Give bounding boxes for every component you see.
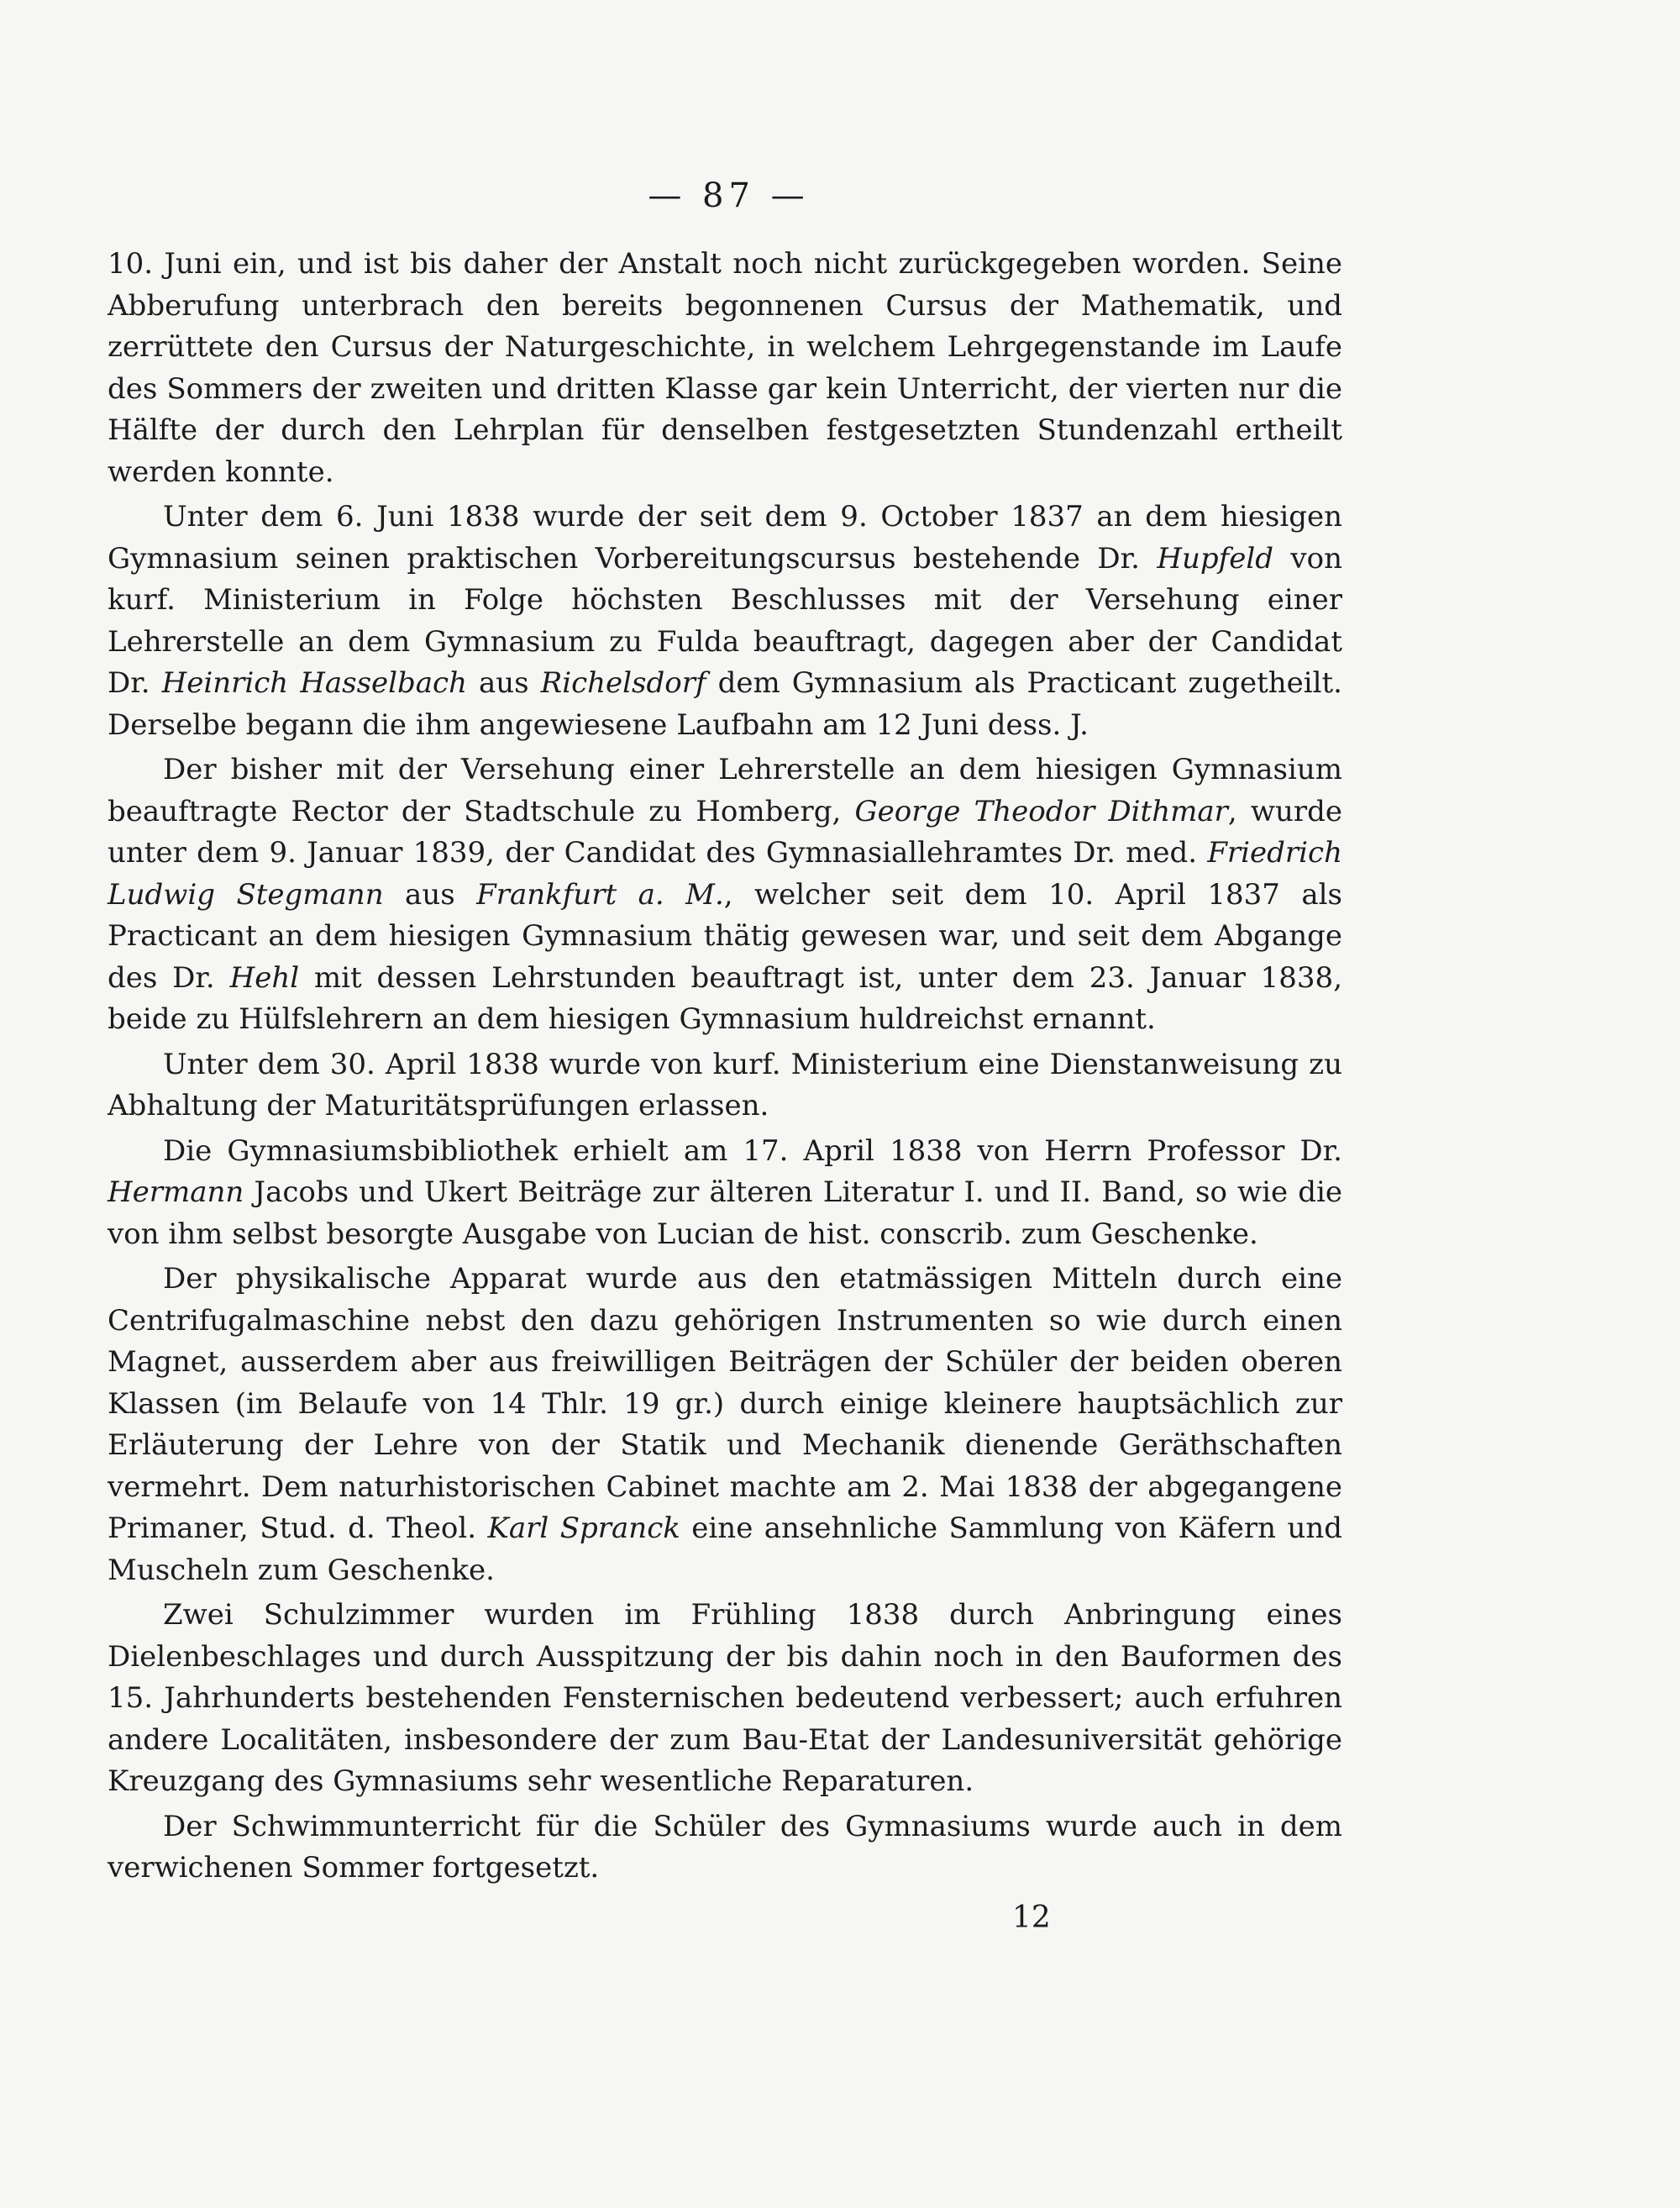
paragraph: Zwei Schulzimmer wurden im Frühling 1838 durch Anbringung eines Dielenbeschlages und durch Ausspitzung der bis dahin noch in den Bauformen des 15. Jahrhunderts bestehenden Fensternischen bedeutend verbessert; auch erfuhren andere Localitäten, insbesondere der zum Bau-Etat der Landesuniversität gehörige Kreuzgang des Gymnasiums sehr wesentliche Reparaturen. [108,1598,1342,1798]
italic-name: Karl Spranck [487,1511,680,1545]
italic-name: Richelsdorf [540,666,706,700]
paragraph: Unter dem 6. Juni 1838 wurde der seit dem 9. October 1837 an dem hiesigen Gymnasium seinen praktischen Vorbereitungscursus bestehende Dr. Hupfeld von kurf. Ministerium in Folge höchsten Beschlusses mit der Versehung einer Lehrerstelle an dem Gymnasium zu Fulda beauftragt, dagegen aber der Candidat Dr. Heinrich Hasselbach aus Richelsdorf dem Gymnasium als Practicant zugetheilt. Derselbe begann die ihm angewiesene Laufbahn am 12 Juni dess. J. [108,500,1342,742]
italic-name: Hermann [108,1175,244,1209]
paragraph: 10. Juni ein, und ist bis daher der Anstalt noch nicht zurückgegeben worden. Seine Abberufung unterbrach den bereits begonnenen Cursus der Mathematik, und zerrüttete den Cursus der Naturgeschichte, in welchem Lehrgegenstande im Laufe des Sommers der zweiten und dritten Klasse gar kein Unterricht, der vierten nur die Hälfte der durch den Lehrplan für denselben festgesetzten Stundenzahl ertheilt werden konnte. [108,247,1342,489]
signature-mark: 12 [1012,1900,1051,1935]
italic-name: Hupfeld [1157,541,1273,576]
paragraph: Der physikalische Apparat wurde aus den etatmässigen Mitteln durch eine Centrifugalmaschine nebst den dazu gehörigen Instrumenten so wie durch einen Magnet, ausserdem aber aus freiwilligen Beiträgen der Schüler der beiden oberen Klassen (im Belaufe von 14 Thlr. 19 gr.) durch einige kleinere hauptsächlich zur Erläuterung der Lehre von der Statik und Mechanik dienende Geräthschaften vermehrt. Dem naturhistorischen Cabinet machte am 2. Mai 1838 der abgegangene Primaner, Stud. d. Theol. Karl Spranck eine ansehnliche Sammlung von Käfern und Muscheln zum Geschenke. [108,1262,1343,1587]
italic-name: Heinrich Hasselbach [161,666,467,700]
italic-name: Hehl [229,960,300,995]
paragraph: Der Schwimmunterricht für die Schüler des Gymnasiums wurde auch in dem verwichenen Sommer fortgesetzt. [108,1809,1342,1885]
page-number: — 87 — [648,176,810,215]
paragraph: Der bisher mit der Versehung einer Lehrerstelle an dem hiesigen Gymnasium beauftragte Rector der Stadtschule zu Homberg, George Theodor Dithmar, wurde unter dem 9. Januar 1839, der Candidat des Gymnasiallehramtes Dr. med. Friedrich Ludwig Stegmann aus Frankfurt a. M., welcher seit dem 10. April 1837 als Practicant an dem hiesigen Gymnasium thätig gewesen war, und seit dem Abgange des Dr. Hehl mit dessen Lehrstunden beauftragt ist, unter dem 23. Januar 1838, beide zu Hülfslehrern an dem hiesigen Gymnasium huldreichst ernannt. [108,753,1342,1036]
body-text [108,244,1342,1893]
italic-name: Friedrich Ludwig Stegmann [108,836,1342,912]
italic-name: George Theodor Dithmar [854,794,1228,828]
paragraph: Unter dem 30. April 1838 wurde von kurf. Ministerium eine Dienstanweisung zu Abhaltung der Maturitätsprüfungen erlassen. [108,1047,1342,1122]
italic-name: Frankfurt a. M. [476,877,724,912]
paragraph: Die Gymnasiumsbibliothek erhielt am 17. April 1838 von Herrn Professor Dr. Hermann Jacobs und Ukert Beiträge zur älteren Literatur I. und II. Band, so wie die von ihm selbst besorgte Ausgabe von Lucian de hist. conscrib. zum Geschenke. [108,1133,1342,1251]
